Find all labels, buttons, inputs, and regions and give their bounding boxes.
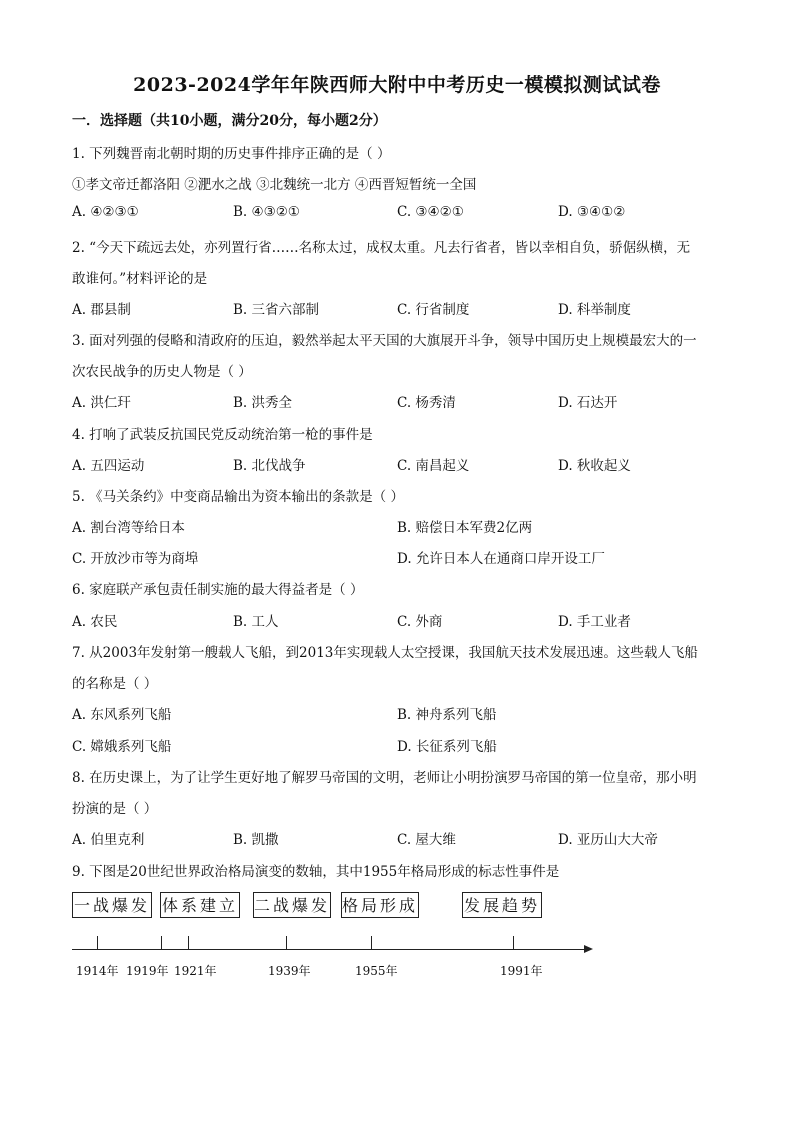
timeline-box-pattern: 格局形成 <box>341 892 419 918</box>
question-2-option-d: D. 科举制度 <box>558 302 631 318</box>
timeline-box-trend: 发展趋势 <box>462 892 542 918</box>
question-5-option-d: D. 允许日本人在通商口岸开设工厂 <box>397 551 605 567</box>
question-2-option-a: A. 郡县制 <box>72 302 131 318</box>
question-6-option-c: C. 外商 <box>397 614 443 630</box>
question-8-option-c: C. 屋大维 <box>397 832 456 848</box>
question-3-stem: 3. 面对列强的侵略和清政府的压迫，毅然举起太平天国的大旗展开斗争，领导中国历史上规模最宏大的一 <box>72 333 697 349</box>
question-8-stem: 8. 在历史课上，为了让学生更好地了解罗马帝国的文明，老师让小明扮演罗马帝国的第一位皇帝，那小明 <box>72 770 697 786</box>
question-1-option-a: A. ④②③① <box>72 204 139 220</box>
question-7-option-c: C. 嫦娥系列飞船 <box>72 739 172 755</box>
question-8-option-b: B. 凯撒 <box>233 832 279 848</box>
timeline-year-1921: 1921年 <box>174 964 217 978</box>
timeline-tick-1939 <box>286 936 287 949</box>
question-7-stem: 7. 从2003年发射第一艘载人飞船，到2013年实现载人太空授课，我国航天技术发展迅速。这些载人飞船 <box>72 645 698 661</box>
question-4-option-d: D. 秋收起义 <box>558 458 631 474</box>
question-6-option-a: A. 农民 <box>72 614 118 630</box>
question-3-option-a: A. 洪仁玕 <box>72 395 131 411</box>
question-6-option-b: B. 工人 <box>233 614 279 630</box>
question-4-option-a: A. 五四运动 <box>72 458 145 474</box>
timeline-year-1991: 1991年 <box>500 964 543 978</box>
section-header: 一．选择题（共10小题，满分20分，每小题2分） <box>72 113 387 129</box>
question-7-option-d: D. 长征系列飞船 <box>397 739 497 755</box>
question-2-option-c: C. 行省制度 <box>397 302 470 318</box>
question-4-option-c: C. 南昌起义 <box>397 458 470 474</box>
question-6-option-d: D. 手工业者 <box>558 614 631 630</box>
question-1-option-b: B. ④③②① <box>233 204 300 220</box>
question-3-stem-2: 次农民战争的历史人物是（ ） <box>72 364 252 380</box>
timeline-tick-1914 <box>97 936 98 949</box>
timeline-box-ww1: 一战爆发 <box>72 892 152 918</box>
question-2-stem: 2. “今天下疏远去处，亦列置行省……名称太过，成权太重。凡去行省者，皆以幸相自负，骄倨纵横，无 <box>72 240 691 256</box>
question-6-stem: 6. 家庭联产承包责任制实施的最大得益者是（ ） <box>72 582 364 598</box>
timeline-year-1914: 1914年 <box>76 964 119 978</box>
question-7-option-b: B. 神舟系列飞船 <box>397 707 497 723</box>
question-5-option-a: A. 割台湾等给日本 <box>72 520 185 536</box>
question-5-option-b: B. 赔偿日本军费2亿两 <box>397 520 533 536</box>
timeline-tick-1991 <box>513 936 514 949</box>
page-title: 2023-2024学年年陕西师大附中中考历史一模模拟测试试卷 <box>133 74 661 96</box>
question-8-option-a: A. 伯里克利 <box>72 832 145 848</box>
question-9-stem: 9. 下图是20世纪世界政治格局演变的数轴，其中1955年格局形成的标志性事件是 <box>72 864 560 880</box>
timeline-box-ww2: 二战爆发 <box>253 892 331 918</box>
question-3-option-b: B. 洪秀全 <box>233 395 293 411</box>
question-3-option-d: D. 石达开 <box>558 395 618 411</box>
question-5-stem: 5. 《马关条约》中变商品输出为资本输出的条款是（ ） <box>72 489 404 505</box>
timeline-year-1919: 1919年 <box>126 964 169 978</box>
question-4-stem: 4. 打响了武装反抗国民党反动统治第一枪的事件是 <box>72 427 373 443</box>
question-1-stem-2: ①孝文帝迁都洛阳 ②淝水之战 ③北魏统一北方 ④西晋短暂统一全国 <box>72 177 477 193</box>
timeline-tick-1921 <box>188 936 189 949</box>
question-7-stem-2: 的名称是（ ） <box>72 676 158 692</box>
question-1-stem: 1. 下列魏晋南北朝时期的历史事件排序正确的是（ ） <box>72 146 391 162</box>
timeline-year-1955: 1955年 <box>355 964 398 978</box>
question-7-option-a: A. 东风系列飞船 <box>72 707 172 723</box>
question-3-option-c: C. 杨秀清 <box>397 395 456 411</box>
timeline-box-system: 体系建立 <box>160 892 240 918</box>
timeline-tick-1955 <box>371 936 372 949</box>
question-4-option-b: B. 北伐战争 <box>233 458 306 474</box>
question-2-option-b: B. 三省六部制 <box>233 302 320 318</box>
question-1-option-d: D. ③④①② <box>558 204 626 220</box>
question-5-option-c: C. 开放沙市等为商埠 <box>72 551 199 567</box>
question-2-stem-2: 敢谁何。”材料评论的是 <box>72 271 208 287</box>
question-8-stem-2: 扮演的是（ ） <box>72 801 158 817</box>
timeline-year-1939: 1939年 <box>268 964 311 978</box>
timeline-tick-1919 <box>161 936 162 949</box>
question-1-option-c: C. ③④②① <box>397 204 464 220</box>
timeline-axis <box>72 949 586 950</box>
question-8-option-d: D. 亚历山大大帝 <box>558 832 658 848</box>
timeline-arrow-icon <box>584 945 593 953</box>
